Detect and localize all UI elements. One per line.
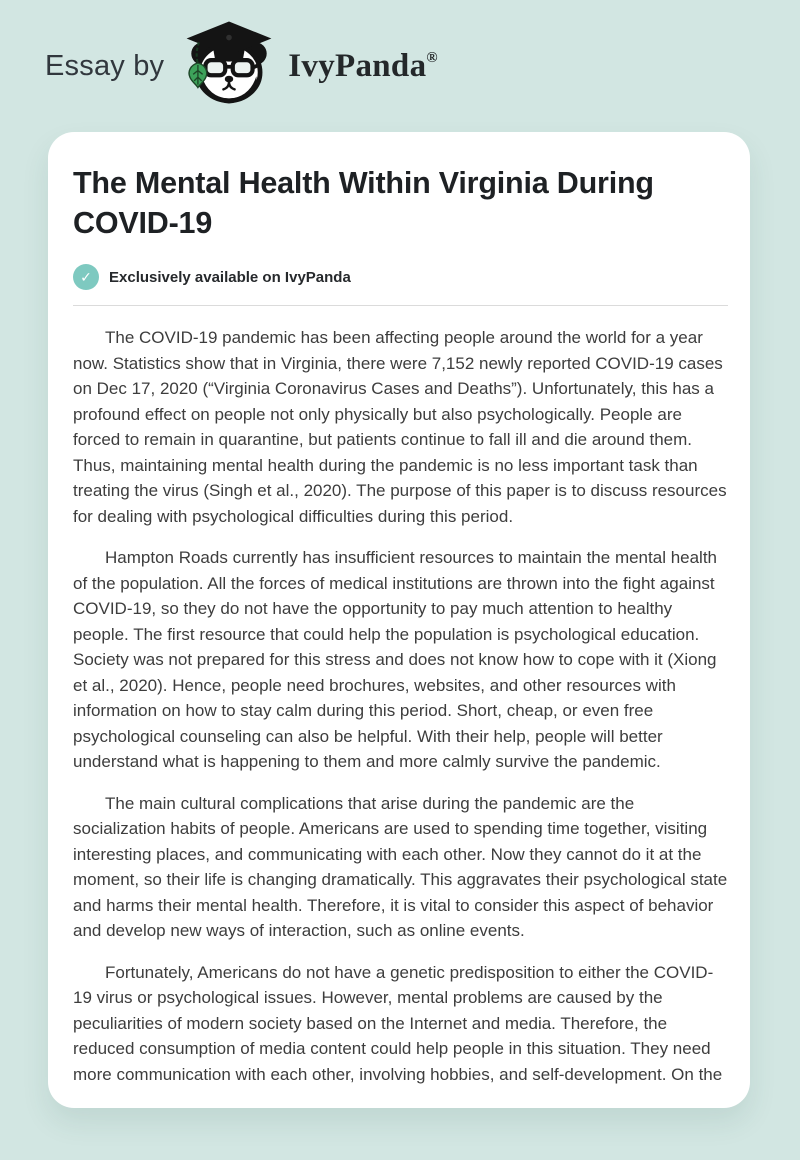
essay-paragraph: The main cultural complications that arise during the pandemic are the socialization habits of people. Americans are used to spending time together, visiting interesting places, and communicating with each other. Now they cannot do it at the moment, so their life is changing dramatically. This aggravates their psychological state and harms their mental health. Therefore, it is vital to consider this aspect of behavior and develop new ways of interaction, such as online events.: [73, 793, 728, 940]
essay-paragraph: Fortunately, Americans do not have a genetic predisposition to either the COVID-19 virus or psychological issues. However, mental problems are caused by the peculiarities of modern society based on the Internet and media. Therefore, the reduced consumption of media content could help people in this situation. They need more communication with each other, involving hobbies, and self-development. On the: [73, 962, 723, 1084]
essay-paragraph: The COVID-19 pandemic has been affecting people around the world for a year now. Statistics show that in Virginia, there were 7,152 newly reported COVID-19 cases on Dec 17, 2020 (“Virginia Coronavirus Cases and Deaths”). Unfortunately, this has a profound effect on people not only physically but also psychologically. People are forced to remain in quarantine, but patients continue to fall ill and die around them. Thus, maintaining mental health during the pandemic is no less important task than treating the virus (Singh et al., 2020). The purpose of this paper is to discuss resources for dealing with psychological difficulties during this period.: [73, 328, 727, 526]
essay-card: [48, 132, 750, 1108]
registered-trademark-symbol: ®: [426, 49, 438, 66]
essay-paragraph: Hampton Roads currently has insufficient resources to maintain the mental health of the population. All the forces of medical institutions are thrown into the fight against COVID-19, so they do not have the opportunity to pay much attention to healthy people. The first resource that could help the population is psychological education. Society was not prepared for this stress and does not know how to cope with it (Xiong et al., 2020). Hence, people need brochures, websites, and other resources with information on how to stay calm during this period. Short, cheap, or even free psychological counseling can also be helpful. With their help, people will better understand what is happening to them and more calmly survive the pandemic.: [73, 548, 718, 771]
essay-title: The Mental Health Within Virginia During COVID-19: [73, 166, 654, 240]
brand-wordmark: [288, 48, 438, 85]
divider: [73, 305, 728, 306]
check-icon: ✓: [73, 264, 99, 290]
brand-name: IvyPanda: [288, 47, 427, 84]
ivypanda-panda-logo-icon: [180, 19, 278, 107]
essay-body: [73, 325, 728, 1087]
exclusive-badge: [73, 264, 728, 290]
page-header: [0, 0, 800, 132]
essay-by-label: Essay by: [45, 49, 165, 82]
exclusive-badge-label: Exclusively available on IvyPanda: [109, 268, 351, 286]
